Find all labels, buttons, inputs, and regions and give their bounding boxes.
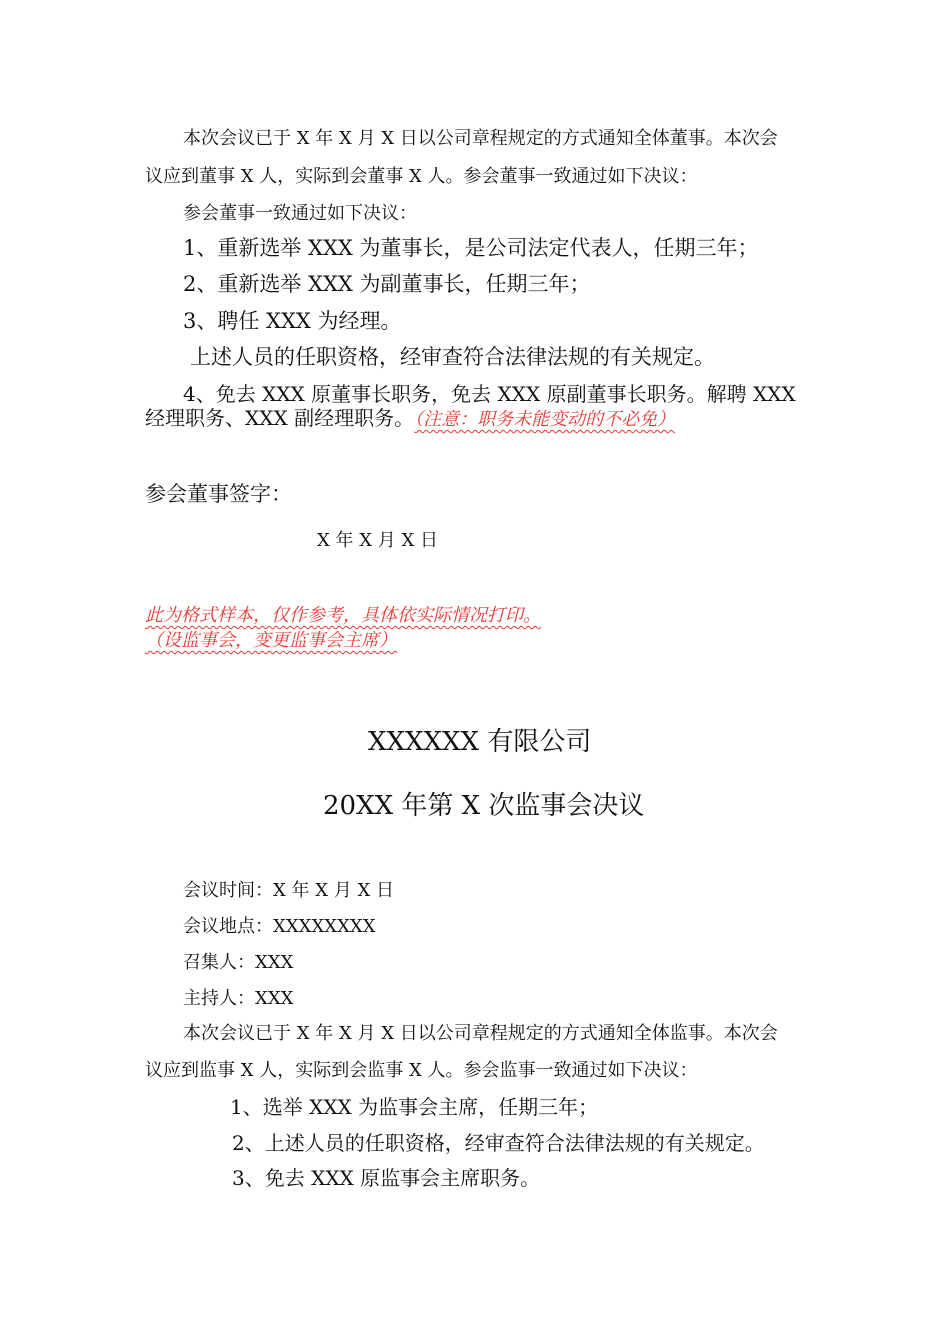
board-item-3: 3、聘任 XXX 为经理。: [183, 309, 402, 333]
board-item-4-line-2: 经理职务、XXX 副经理职务。: [145, 406, 415, 430]
supervisor-notice-line-2: 议应到监事 X 人，实际到会监事 X 人。参会监事一致通过如下决议：: [145, 1060, 698, 1081]
supervisor-notice-line-1: 本次会议已于 X 年 X 月 X 日以公司章程规定的方式通知全体监事。本次会: [183, 1023, 778, 1044]
supervisor-item-1: 1、选举 XXX 为监事会主席，任期三年；: [230, 1095, 599, 1119]
board-resolution-intro: 参会董事一致通过如下决议：: [183, 203, 417, 224]
board-item-4-note: （注意：职务未能变动的不必免）: [414, 409, 676, 430]
board-item-2: 2、重新选举 XXX 为副董事长，任期三年；: [183, 272, 591, 296]
supervisor-change-note: （设监事会，变更监事会主席）: [145, 630, 397, 651]
board-item-4-continuation: [145, 402, 675, 431]
board-item-4: 4、免去 XXX 原董事长职务，免去 XXX 原副董事长职务。解聘 XXX: [183, 382, 796, 406]
supervisor-item-3: 3、免去 XXX 原监事会主席职务。: [232, 1166, 541, 1190]
company-name-heading: XXXXXX 有限公司: [368, 727, 592, 757]
board-date: X 年 X 月 X 日: [317, 530, 439, 551]
supervisor-resolution-title: 20XX 年第 X 次监事会决议: [323, 791, 645, 821]
board-notice-line-2: 议应到董事 X 人，实际到会董事 X 人。参会董事一致通过如下决议：: [145, 166, 698, 187]
meeting-host: 主持人：XXX: [183, 988, 294, 1009]
board-item-1: 1、重新选举 XXX 为董事长，是公司法定代表人，任期三年；: [183, 236, 759, 260]
board-qualification-statement: 上述人员的任职资格，经审查符合法律法规的有关规定。: [190, 345, 715, 369]
format-sample-note: 此为格式样本，仅作参考，具体依实际情况打印。: [145, 605, 541, 626]
board-notice-line-1: 本次会议已于 X 年 X 月 X 日以公司章程规定的方式通知全体董事。本次会: [183, 128, 778, 149]
meeting-place: 会议地点：XXXXXXXX: [183, 916, 376, 937]
board-signature-label: 参会董事签字：: [145, 482, 292, 506]
meeting-convener: 召集人：XXX: [183, 952, 294, 973]
supervisor-item-2: 2、上述人员的任职资格，经审查符合法律法规的有关规定。: [232, 1131, 765, 1155]
meeting-time: 会议时间：X 年 X 月 X 日: [183, 880, 395, 901]
